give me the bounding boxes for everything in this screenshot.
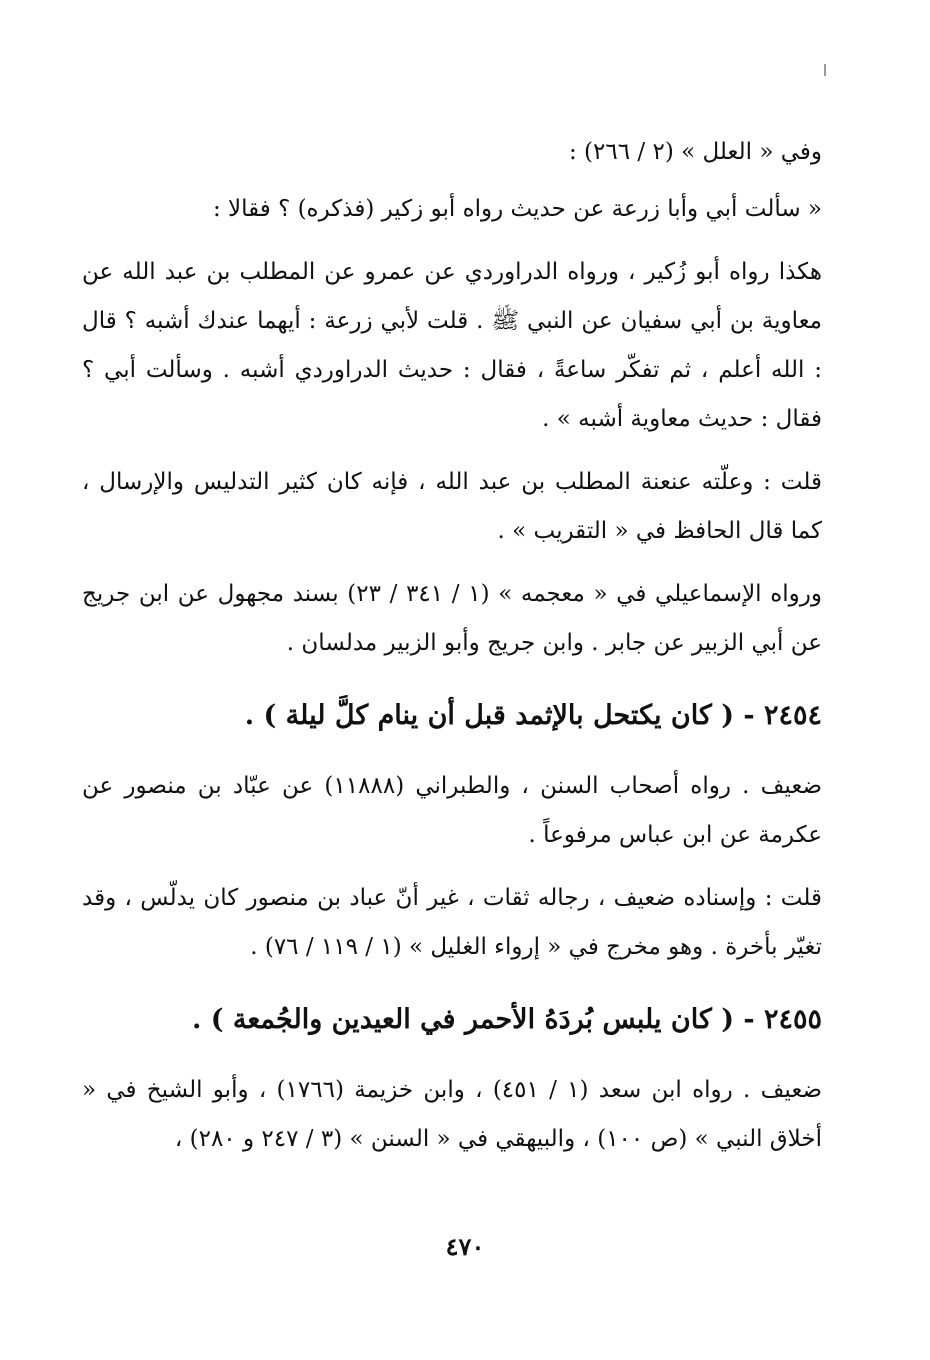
hadith-2454-comment: قلت : وإسناده ضعيف ، رجاله ثقات ، غير أنّ عباد بن منصور كان يدلّس ، وقد تغيّر بأخرة . وهو مخرج في « إرواء الغليل » (١ / ١١٩ / ٧٦) . <box>82 885 822 960</box>
author-comment-1: قلت : وعلّته عنعنة المطلب بن عبد الله ، فإنه كان كثير التدليس والإرسال ، كما قال الحافظ في « التقريب » . <box>82 469 822 544</box>
quote-body: هكذا رواه أبو زُكير ، ورواه الدراوردي عن عمرو عن المطلب بن عبد الله عن معاوية بن أبي سفيان عن النبي ﷺ . قلت لأبي زرعة : أيهما عندك أشبه ؟ قال : الله أعلم ، ثم تفكّر ساعةً ، فقال : حديث الدراوردي أشبه . وسألت أبي ؟ فقال : حديث معاوية أشبه » . <box>82 259 822 432</box>
hadith-2454-grading: ضعيف . رواه أصحاب السنن ، والطبراني (١١٨٨٨) عن عبّاد بن منصور عن عكرمة عن ابن عباس مرفوعاً . <box>82 773 823 848</box>
author-comment-2: ورواه الإسماعيلي في « معجمه » (١ / ٣٤١ / ٢٣) بسند مجهول عن ابن جريج عن أبي الزبير عن جابر . وابن جريج وأبو الزبير مدلسان . <box>82 581 822 656</box>
hadith-2455-heading: ٢٤٥٥ - ( كان يلبس بُردَهُ الأحمر في العيدين والجُمعة ) . <box>191 1004 822 1035</box>
hadith-2455-grading: ضعيف . رواه ابن سعد (١ / ٤٥١) ، وابن خزيمة (١٧٦٦) ، وأبو الشيخ في « أخلاق النبي » (ص ١٠٠) ، والبيهقي في « السنن » (٣ / ٢٤٧ و ٢٨٠) ، <box>82 1077 822 1152</box>
quote-opening: « سألت أبي وأبا زرعة عن حديث رواه أبو زكير (فذكره) ؟ فقالا : <box>212 196 822 222</box>
page-number: ٤٧٠ <box>445 1232 485 1261</box>
hadith-2454-heading: ٢٤٥٤ - ( كان يكتحل بالإثمد قبل أن ينام كلَّ ليلة ) . <box>244 700 822 731</box>
page-body <box>82 128 822 1164</box>
scan-mark <box>824 64 826 76</box>
citation-intro: وفي « العلل » (٢ / ٢٦٦) : <box>568 139 822 165</box>
